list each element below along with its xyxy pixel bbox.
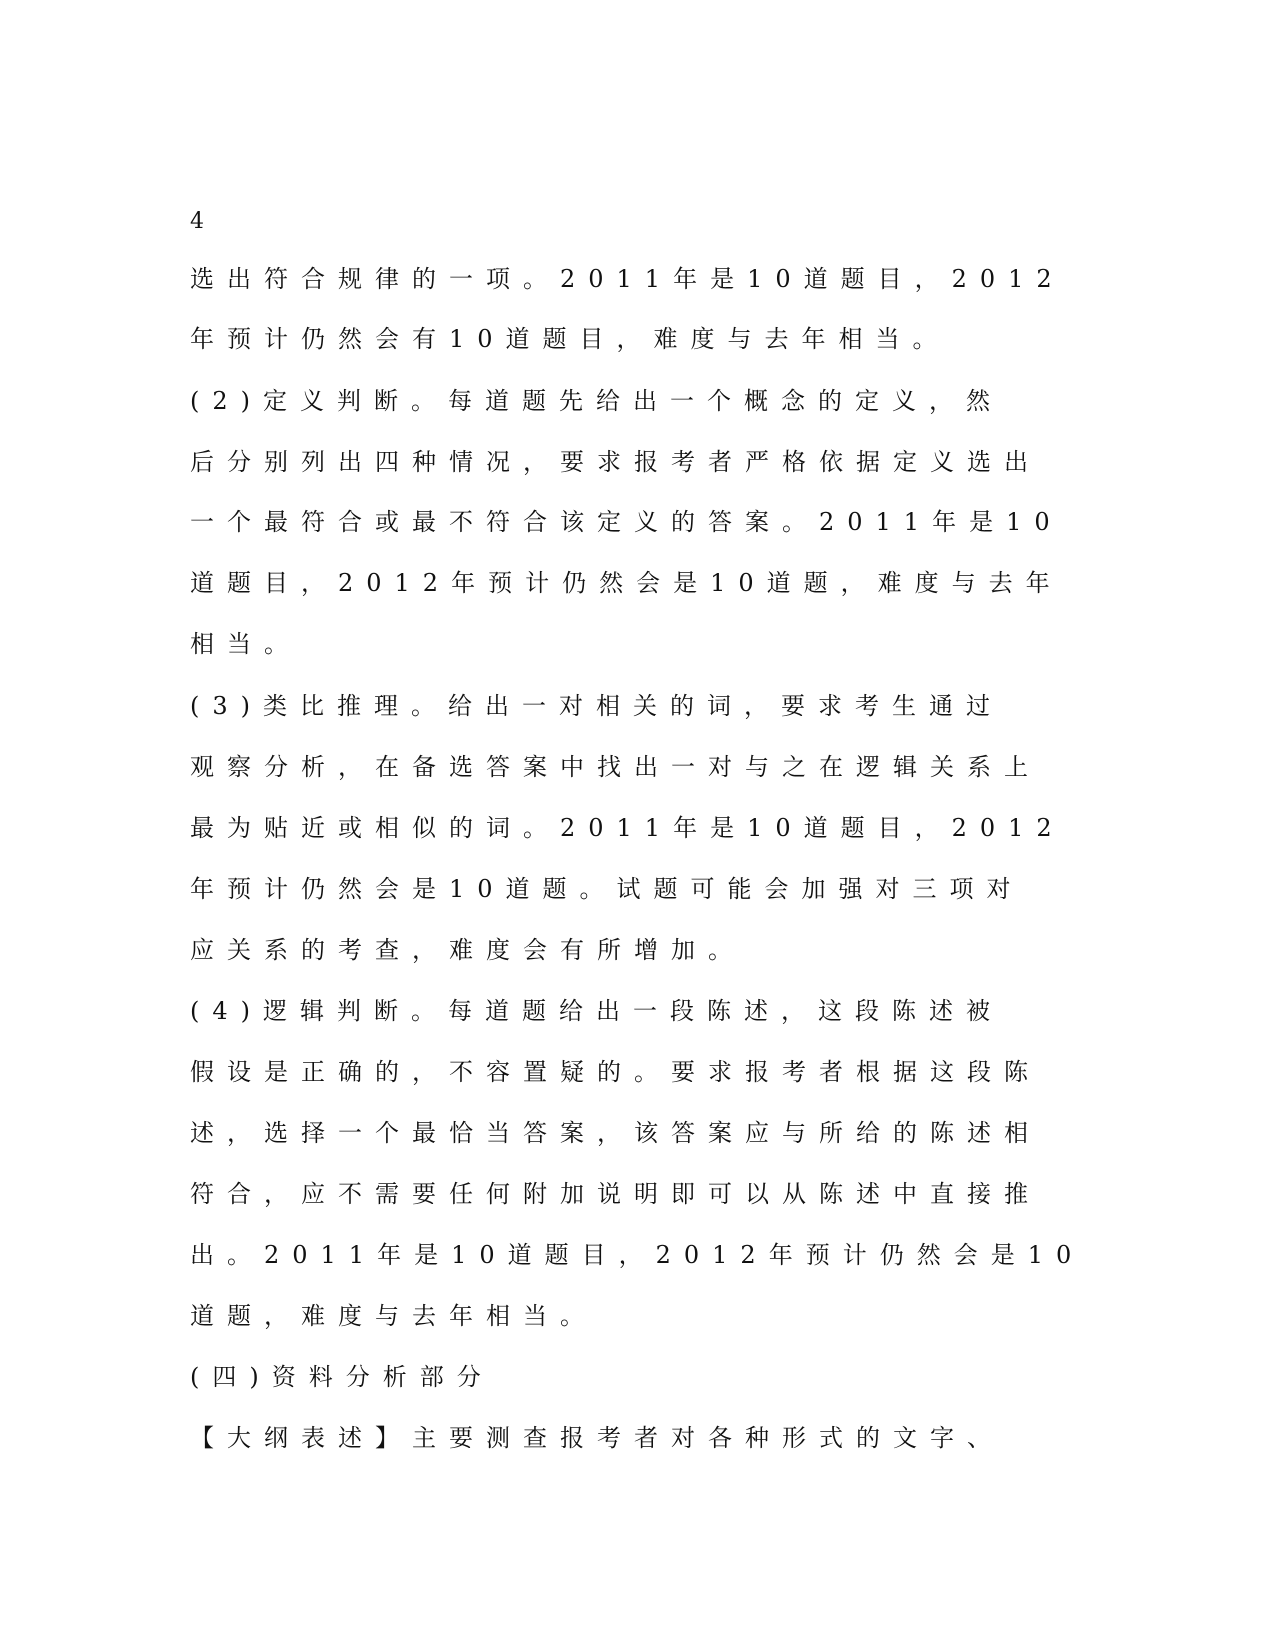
text-line: 出。2011年是10道题目，2012年预计仍然会是10 — [190, 1241, 1085, 1269]
text-line: 最为贴近或相似的词。2011年是10道题目，2012 — [190, 814, 1065, 842]
text-line: (4)逻辑判断。每道题给出一段陈述，这段陈述被 — [190, 997, 1003, 1025]
text-line: 述，选择一个最恰当答案，该答案应与所给的陈述相 — [190, 1119, 1041, 1147]
text-line: 符合，应不需要任何附加说明即可以从陈述中直接推 — [190, 1180, 1041, 1208]
text-line: (2)定义判断。每道题先给出一个概念的定义，然 — [190, 387, 1003, 415]
text-line: 相当。 — [190, 630, 301, 658]
page-number: 4 — [190, 209, 204, 234]
text-line: 一个最符合或最不符合该定义的答案。2011年是10 — [190, 508, 1063, 536]
text-line: 假设是正确的，不容置疑的。要求报考者根据这段陈 — [190, 1058, 1041, 1086]
text-line: 年预计仍然会有10道题目，难度与去年相当。 — [190, 325, 950, 353]
text-line: 选出符合规律的一项。2011年是10道题目，2012 — [190, 265, 1065, 293]
text-line: 后分别列出四种情况，要求报考者严格依据定义选出 — [190, 448, 1041, 476]
text-line: (3)类比推理。给出一对相关的词，要求考生通过 — [190, 692, 1003, 720]
text-line: 【大纲表述】主要测查报考者对各种形式的文字、 — [190, 1424, 1004, 1452]
text-line: 道题，难度与去年相当。 — [190, 1302, 597, 1330]
text-line: 观察分析，在备选答案中找出一对与之在逻辑关系上 — [190, 753, 1041, 781]
section-heading: (四)资料分析部分 — [190, 1363, 494, 1391]
text-line: 应关系的考查，难度会有所增加。 — [190, 936, 745, 964]
text-line: 年预计仍然会是10道题。试题可能会加强对三项对 — [190, 875, 1024, 903]
text-line: 道题目，2012年预计仍然会是10道题，难度与去年 — [190, 569, 1063, 597]
